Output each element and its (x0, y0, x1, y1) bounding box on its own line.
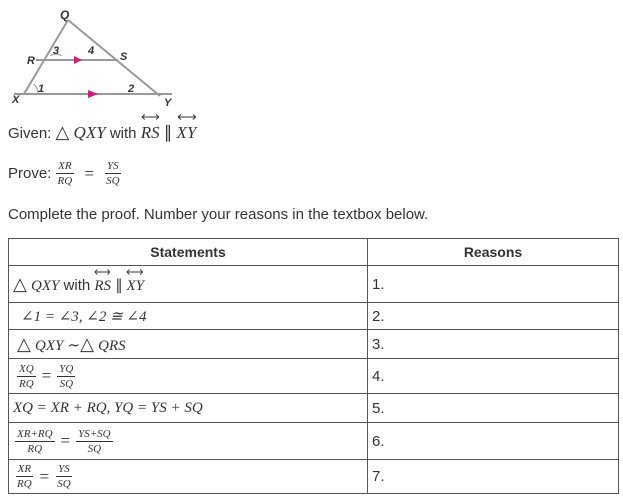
line-xy-label: XY (176, 123, 197, 142)
denominator: SQ (87, 442, 102, 455)
denominator: SQ (106, 175, 120, 187)
table-row (9, 423, 619, 460)
label-angle-4: 4 (88, 45, 95, 57)
prove-prefix: Prove: (8, 165, 56, 182)
reasons-header: Reasons (368, 239, 619, 266)
reason-cell[interactable]: 2. (368, 303, 619, 330)
label-angle-3: 3 (53, 45, 60, 57)
prove-left-fraction (56, 160, 75, 187)
double-arrow-icon (126, 268, 144, 276)
proof-table (8, 238, 619, 494)
instruction-text: Complete the proof. Number your reasons in the textbox below. (8, 206, 429, 223)
denominator: RQ (17, 478, 32, 490)
table-row (9, 394, 619, 423)
table-row (9, 359, 619, 394)
triangle-name: QXY (73, 123, 106, 142)
statement-cell (9, 359, 368, 394)
equals-sign: = (41, 366, 52, 385)
similar-symbol: ∼ (67, 337, 81, 354)
fraction (76, 428, 112, 455)
triangle-name: QXY (35, 337, 64, 354)
label-q: Q (60, 8, 70, 22)
numerator: XR (58, 160, 72, 172)
reason-cell[interactable]: 7. (368, 460, 619, 494)
table-header-row (9, 239, 619, 266)
denominator: SQ (57, 478, 71, 490)
statement-cell (9, 330, 368, 359)
double-arrow-icon (177, 113, 197, 121)
triangle-figure (10, 8, 182, 106)
triangle-symbol: △ (13, 273, 27, 294)
fraction (17, 363, 36, 390)
equals-sign: = (39, 466, 50, 486)
label-r: R (27, 55, 35, 67)
double-arrow-icon (94, 268, 111, 276)
denominator: SQ (59, 377, 74, 390)
numerator: YS (58, 463, 70, 475)
table-row (9, 330, 619, 359)
fraction (15, 463, 34, 490)
numerator: XR (17, 463, 32, 475)
label-s: S (120, 51, 128, 63)
given-with: with (109, 125, 141, 142)
numerator: YQ (59, 362, 74, 375)
line-rs-label: RS (140, 123, 160, 142)
fraction (15, 428, 55, 455)
with-text: with (63, 276, 95, 294)
denominator: RQ (27, 442, 43, 455)
label-y: Y (164, 97, 172, 106)
given-prefix: Given: (8, 125, 56, 142)
reason-cell[interactable]: 1. (368, 266, 619, 303)
triangle-name: QXY (31, 277, 60, 294)
statement-cell (9, 266, 368, 303)
statement-cell: XQ = XR + RQ, YQ = YS + SQ (9, 394, 368, 423)
side-qy (68, 20, 160, 96)
numerator: YS (107, 160, 119, 172)
reason-cell[interactable]: 4. (368, 359, 619, 394)
label-angle-2: 2 (128, 83, 135, 95)
label-angle-1: 1 (38, 83, 45, 95)
fraction (55, 463, 72, 490)
triangle-symbol: △ (55, 122, 70, 142)
numerator: YS+SQ (78, 427, 111, 440)
table-row (9, 303, 619, 330)
line-rs (141, 123, 160, 143)
denominator: RQ (19, 377, 34, 390)
triangle-name: QRS (98, 337, 126, 354)
line-xy-label: XY (126, 277, 144, 294)
reason-cell[interactable]: 6. (368, 423, 619, 460)
prove-right-fraction (104, 160, 121, 187)
prove-statement (8, 160, 122, 187)
statement-cell (9, 423, 368, 460)
numerator: XR+RQ (17, 427, 53, 440)
reason-cell[interactable]: 5. (368, 394, 619, 423)
equals-sign: = (60, 431, 71, 450)
statements-header: Statements (9, 239, 368, 266)
numerator: XQ (19, 362, 34, 375)
triangle-symbol: △ (80, 333, 94, 354)
statement-cell: ∠1 = ∠3, ∠2 ≅ ∠4 (9, 303, 368, 330)
double-arrow-icon (141, 113, 160, 121)
line-xy (177, 123, 197, 143)
table-row (9, 266, 619, 303)
parallel-arrow-rs (74, 56, 82, 64)
parallel-symbol: ∥ (115, 277, 127, 294)
line-rs (94, 278, 111, 295)
table-row (9, 460, 619, 494)
label-x: X (12, 94, 20, 106)
triangle-symbol: △ (17, 333, 31, 354)
line-xy (126, 278, 144, 295)
parallel-symbol: ∥ (163, 123, 177, 142)
given-statement (8, 122, 196, 143)
line-rs-label: RS (94, 277, 112, 294)
denominator: RQ (57, 175, 73, 187)
statement-cell (9, 460, 368, 494)
equals-sign: = (84, 163, 94, 183)
reason-cell[interactable]: 3. (368, 330, 619, 359)
fraction (57, 363, 75, 390)
parallel-arrow-xy (88, 90, 98, 98)
